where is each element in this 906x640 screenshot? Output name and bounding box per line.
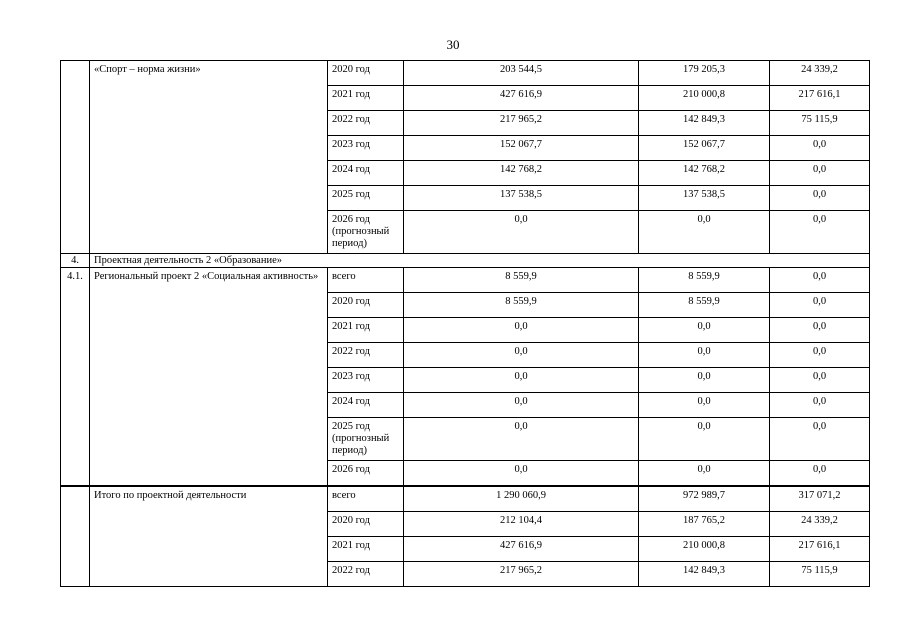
value-c: 217 616,1 [770,537,870,562]
value-c: 0,0 [770,368,870,393]
table-row [61,61,870,86]
period-cell: 2021 год [328,537,404,562]
period-cell: 2024 год [328,161,404,186]
value-c: 0,0 [770,186,870,211]
period-cell: всего [328,268,404,293]
period-cell: 2023 год [328,368,404,393]
value-c: 24 339,2 [770,61,870,86]
value-b: 0,0 [639,318,770,343]
value-c: 0,0 [770,343,870,368]
value-c: 24 339,2 [770,512,870,537]
period-cell: 2026 год (прогнозный период) [328,211,404,254]
value-total: 142 768,2 [404,161,639,186]
value-total: 1 290 060,9 [404,486,639,512]
value-total: 8 559,9 [404,268,639,293]
period-cell: 2024 год [328,393,404,418]
period-cell: 2020 год [328,61,404,86]
value-total: 427 616,9 [404,537,639,562]
value-c: 75 115,9 [770,111,870,136]
value-b: 0,0 [639,343,770,368]
value-b: 142 768,2 [639,161,770,186]
value-total: 0,0 [404,368,639,393]
value-c: 0,0 [770,268,870,293]
value-c: 0,0 [770,136,870,161]
value-b: 142 849,3 [639,562,770,587]
value-c: 0,0 [770,393,870,418]
value-total: 152 067,7 [404,136,639,161]
value-c: 217 616,1 [770,86,870,111]
value-b: 142 849,3 [639,111,770,136]
value-total: 0,0 [404,393,639,418]
value-c: 0,0 [770,461,870,487]
period-cell: 2021 год [328,318,404,343]
value-b: 972 989,7 [639,486,770,512]
program-label: «Спорт – норма жизни» [90,61,328,254]
value-total: 203 544,5 [404,61,639,86]
budget-table [60,60,870,587]
value-total: 217 965,2 [404,111,639,136]
value-b: 8 559,9 [639,268,770,293]
value-total: 137 538,5 [404,186,639,211]
period-cell: всего [328,486,404,512]
value-total: 427 616,9 [404,86,639,111]
value-b: 210 000,8 [639,86,770,111]
value-b: 0,0 [639,393,770,418]
value-b: 8 559,9 [639,293,770,318]
value-c: 75 115,9 [770,562,870,587]
row-index [61,61,90,254]
period-cell: 2020 год [328,293,404,318]
value-total: 212 104,4 [404,512,639,537]
value-b: 0,0 [639,211,770,254]
value-c: 0,0 [770,211,870,254]
section-row [61,254,870,268]
period-cell: 2026 год [328,461,404,487]
value-total: 217 965,2 [404,562,639,587]
value-b: 187 765,2 [639,512,770,537]
row-index: 4.1. [61,268,90,487]
value-total: 0,0 [404,211,639,254]
value-c: 0,0 [770,318,870,343]
value-total: 0,0 [404,343,639,368]
period-cell: 2023 год [328,136,404,161]
value-total: 0,0 [404,318,639,343]
value-b: 0,0 [639,368,770,393]
period-cell: 2022 год [328,562,404,587]
value-c: 317 071,2 [770,486,870,512]
row-index [61,486,90,587]
page-number: 30 [446,37,460,52]
value-total: 8 559,9 [404,293,639,318]
period-cell: 2025 год [328,186,404,211]
value-total: 0,0 [404,418,639,461]
value-b: 0,0 [639,418,770,461]
program-label: Итого по проектной деятельности [90,486,328,587]
period-cell: 2021 год [328,86,404,111]
period-cell: 2025 год (прогнозный период) [328,418,404,461]
period-cell: 2022 год [328,343,404,368]
table-row [61,268,870,293]
value-b: 152 067,7 [639,136,770,161]
section-index: 4. [61,254,90,268]
period-cell: 2022 год [328,111,404,136]
period-cell: 2020 год [328,512,404,537]
table-row [61,486,870,512]
value-total: 0,0 [404,461,639,487]
value-b: 137 538,5 [639,186,770,211]
value-b: 0,0 [639,461,770,487]
value-b: 179 205,3 [639,61,770,86]
section-title: Проектная деятельность 2 «Образование» [90,254,870,268]
value-c: 0,0 [770,418,870,461]
value-c: 0,0 [770,161,870,186]
value-c: 0,0 [770,293,870,318]
program-label: Региональный проект 2 «Социальная активность» [90,268,328,487]
value-b: 210 000,8 [639,537,770,562]
